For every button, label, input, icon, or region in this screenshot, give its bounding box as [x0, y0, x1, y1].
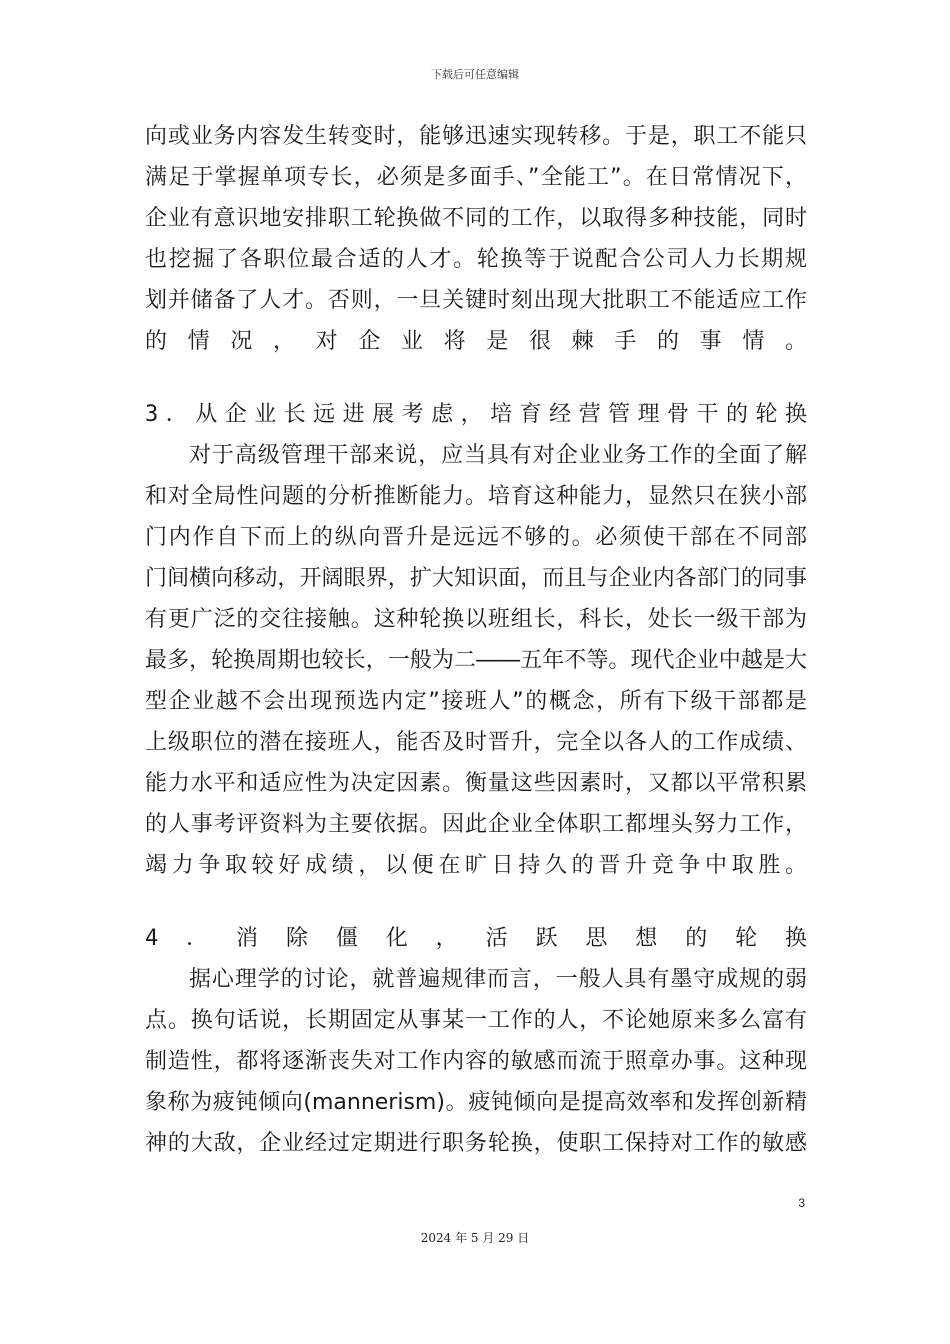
paragraph [145, 435, 807, 886]
text-line: 型企业越不会出现预选内定”接班人”的概念，所有下级干部都是 [145, 689, 807, 714]
text-line: 门内作自下而上的纵向晋升是远远不够的。必须使干部在不同部 [145, 525, 807, 550]
text-line: 也挖掘了各职位最合适的人才。轮换等于说配合公司人力长期规 [145, 247, 807, 272]
paragraph [145, 959, 807, 1164]
paragraph-gap [145, 362, 807, 394]
text-line: 门间横向移动，开阔眼界，扩大知识面，而且与企业内各部门的同事 [145, 566, 807, 591]
text-line: 象称为疲钝倾向(mannerism)。疲钝倾向是提高效率和发挥创新精 [145, 1090, 807, 1115]
text-line: 满足于掌握单项专长，必须是多面手、”全能工”。在日常情况下， [145, 165, 807, 190]
text-line: 制造性，都将逐渐丧失对工作内容的敏感而流于照章办事。这种现 [145, 1049, 807, 1074]
text-line: 有更广泛的交往接触。这种轮换以班组长，科长，处长一级干部为 [145, 607, 807, 632]
text-line: 点。换句话说，长期固定从事某一工作的人，不论她原来多么富有 [145, 1008, 807, 1033]
text-line: 竭力争取较好成绩，以便在旷日持久的晋升竞争中取胜。 [145, 853, 807, 878]
paragraph [145, 116, 807, 362]
text-line: 划并储备了人才。否则，一旦关键时刻出现大批职工不能适应工作 [145, 288, 807, 313]
text-line: 据心理学的讨论，就普遍规律而言，一般人具有墨守成规的弱 [189, 967, 807, 992]
text-line: 的人事考评资料为主要依据。因此企业全体职工都埋头努力工作， [145, 812, 807, 837]
text-line: 的情况，对企业将是很棘手的事情。 [145, 329, 807, 354]
text-line: 最多，轮换周期也较长，一般为二――五年不等。现代企业中越是大 [145, 648, 807, 673]
document-body [145, 116, 807, 1164]
text-line: 上级职位的潜在接班人，能否及时晋升，完全以各人的工作成绩、 [145, 730, 807, 755]
page-footer-date: 2024 年 5 月 29 日 [420, 1231, 530, 1245]
paragraph-gap [145, 886, 807, 918]
section-heading: 4．消除僵化，活跃思想的轮换 [145, 926, 807, 951]
text-line: 对于高级管理干部来说，应当具有对企业业务工作的全面了解 [189, 443, 807, 468]
section-heading: 3．从企业长远进展考虑，培育经营管理骨干的轮换 [145, 402, 807, 427]
text-line: 企业有意识地安排职工轮换做不同的工作，以取得多种技能，同时 [145, 206, 807, 231]
page-number: 3 [798, 1196, 805, 1210]
text-line: 神的大敌，企业经过定期进行职务轮换，使职工保持对工作的敏感 [145, 1131, 807, 1156]
text-line: 向或业务内容发生转变时，能够迅速实现转移。于是，职工不能只 [145, 124, 807, 149]
page-header: 下载后可任意编辑 [431, 68, 519, 81]
text-line: 能力水平和适应性为决定因素。衡量这些因素时，又都以平常积累 [145, 771, 807, 796]
text-line: 和对全局性问题的分析推断能力。培育这种能力，显然只在狭小部 [145, 484, 807, 509]
